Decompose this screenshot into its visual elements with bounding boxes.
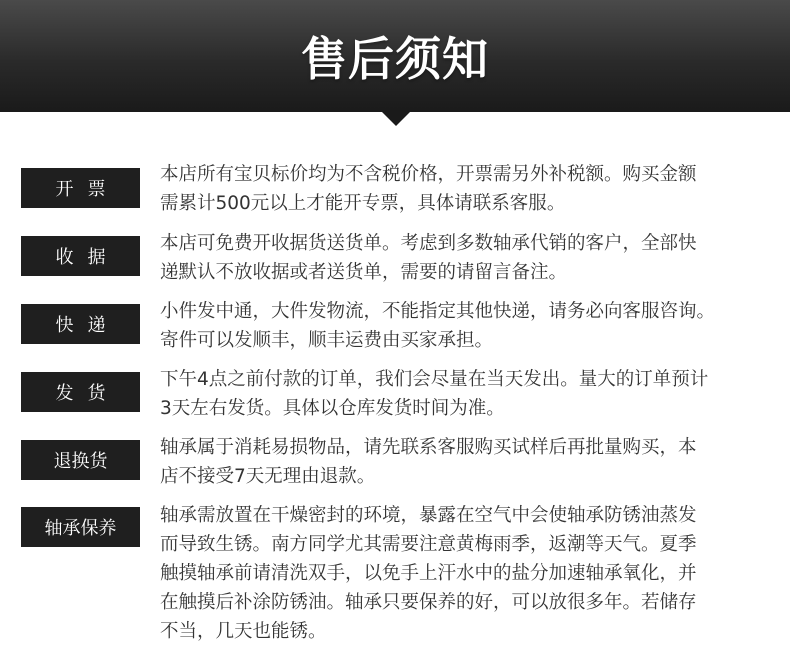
notice-text-invoice: 本店所有宝贝标价均为不含税价格，开票需另外补税额。购买金额 需累计500元以上才能开专票，具体请联系客服。: [160, 164, 697, 214]
notice-text-receipt: 本店可免费开收据货送货单。考虑到多数轴承代销的客户，全部快 递默认不放收据或者送货单，需要的请留言备注。: [160, 233, 697, 283]
notice-label-express: 快递: [21, 304, 140, 344]
notice-label-receipt: 收据: [21, 236, 140, 276]
notice-text-express: 小件发中通，大件发物流，不能指定其他快递，请务必向客服咨询。 寄件可以发顺丰，顺丰运费由买家承担。: [160, 301, 716, 351]
notice-text-returns: 轴承属于消耗易损物品，请先联系客服购买试样后再批量购买，本 店不接受7天无理由退款。: [160, 437, 697, 487]
notice-label-returns: 退换货: [21, 440, 140, 480]
notice-label-maintenance: 轴承保养: [21, 507, 140, 547]
notice-text-shipping: 下午4点之前付款的订单，我们会尽量在当天发出。量大的订单预计 3天左右发货。具体以仓库发货时间为准。: [160, 369, 709, 419]
page-title: 售后须知: [301, 32, 489, 86]
notice-label-invoice: 开票: [21, 168, 140, 208]
notice-label-shipping: 发货: [21, 372, 140, 412]
notice-text-maintenance: 轴承需放置在干燥密封的环境，暴露在空气中会使轴承防锈油蒸发 而导致生锈。南方同学尤其需要注意黄梅雨季，返潮等天气。夏季 触摸轴承前请清洗双手，以免手上汗水中的盐分加速轴承氧化，并 在触摸后补涂防锈油。轴承只要保养的好，可以放很多年。若储存 不当，几天也能锈。: [160, 505, 697, 642]
